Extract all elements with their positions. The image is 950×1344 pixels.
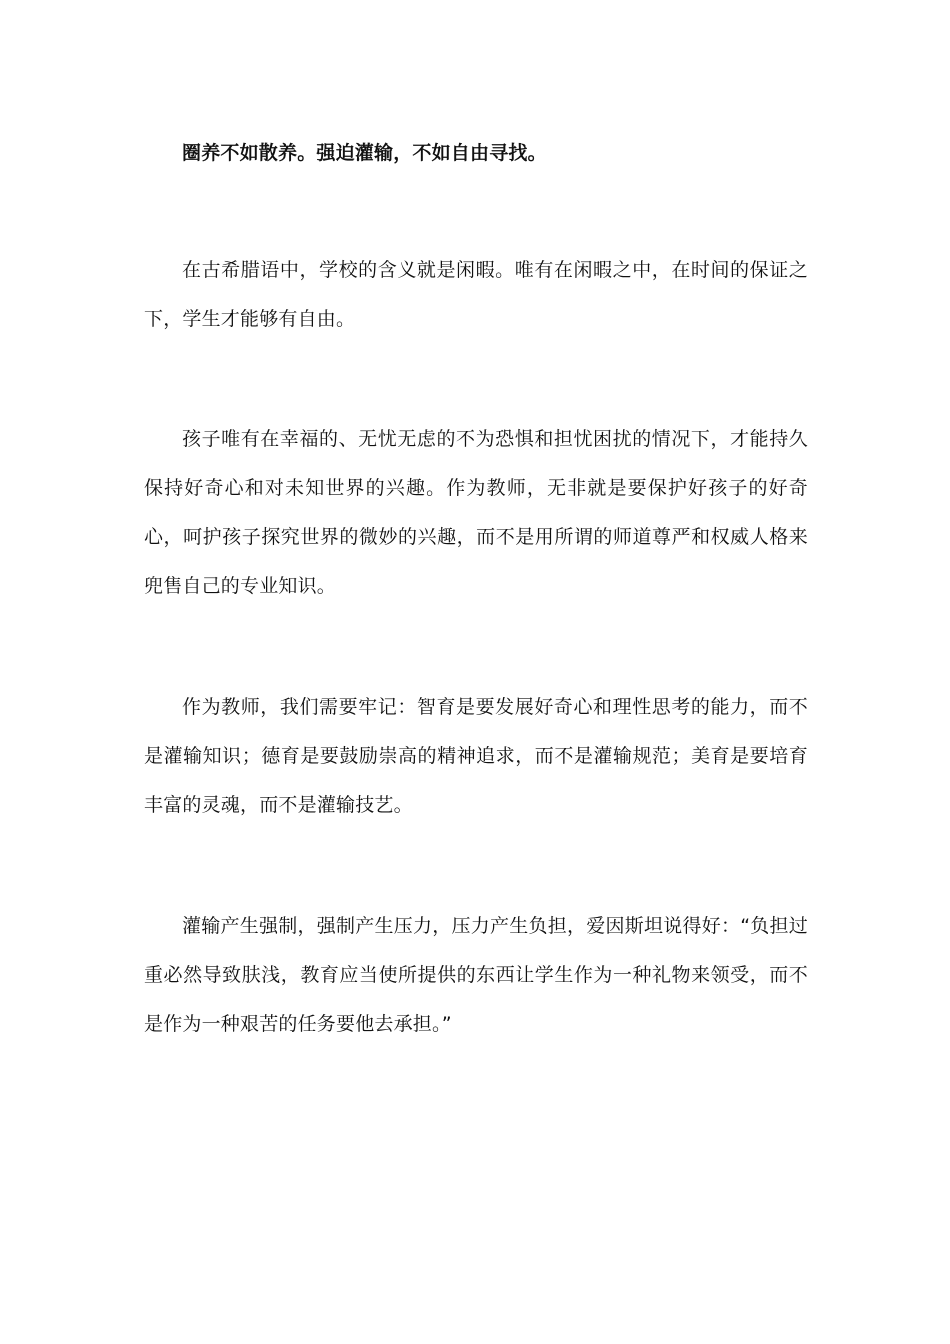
paragraph-1: 在古希腊语中，学校的含义就是闲暇。唯有在闲暇之中，在时间的保证之下，学生才能够有自由。 [144, 259, 808, 330]
heading-text: 圈养不如散养。强迫灌输，不如自由寻找。 [182, 142, 547, 164]
paragraph-2: 孩子唯有在幸福的、无忧无虑的不为恐惧和担忧困扰的情况下，才能持久保持好奇心和对未知世界的兴趣。作为教师，无非就是要保护好孩子的好奇心，呵护孩子探究世界的微妙的兴趣，而不是用所谓的师道尊严和权威人格来兜售自己的专业知识。 [144, 428, 808, 597]
paragraph-3: 作为教师，我们需要牢记：智育是要发展好奇心和理性思考的能力，而不是灌输知识；德育是要鼓励崇高的精神追求，而不是灌输规范；美育是要培育丰富的灵魂，而不是灌输技艺。 [144, 696, 808, 816]
paragraph-4: 灌输产生强制，强制产生压力，压力产生负担，爱因斯坦说得好：“负担过重必然导致肤浅，教育应当使所提供的东西让学生作为一种礼物来领受，而不是作为一种艰苦的任务要他去承担。” [144, 915, 808, 1035]
